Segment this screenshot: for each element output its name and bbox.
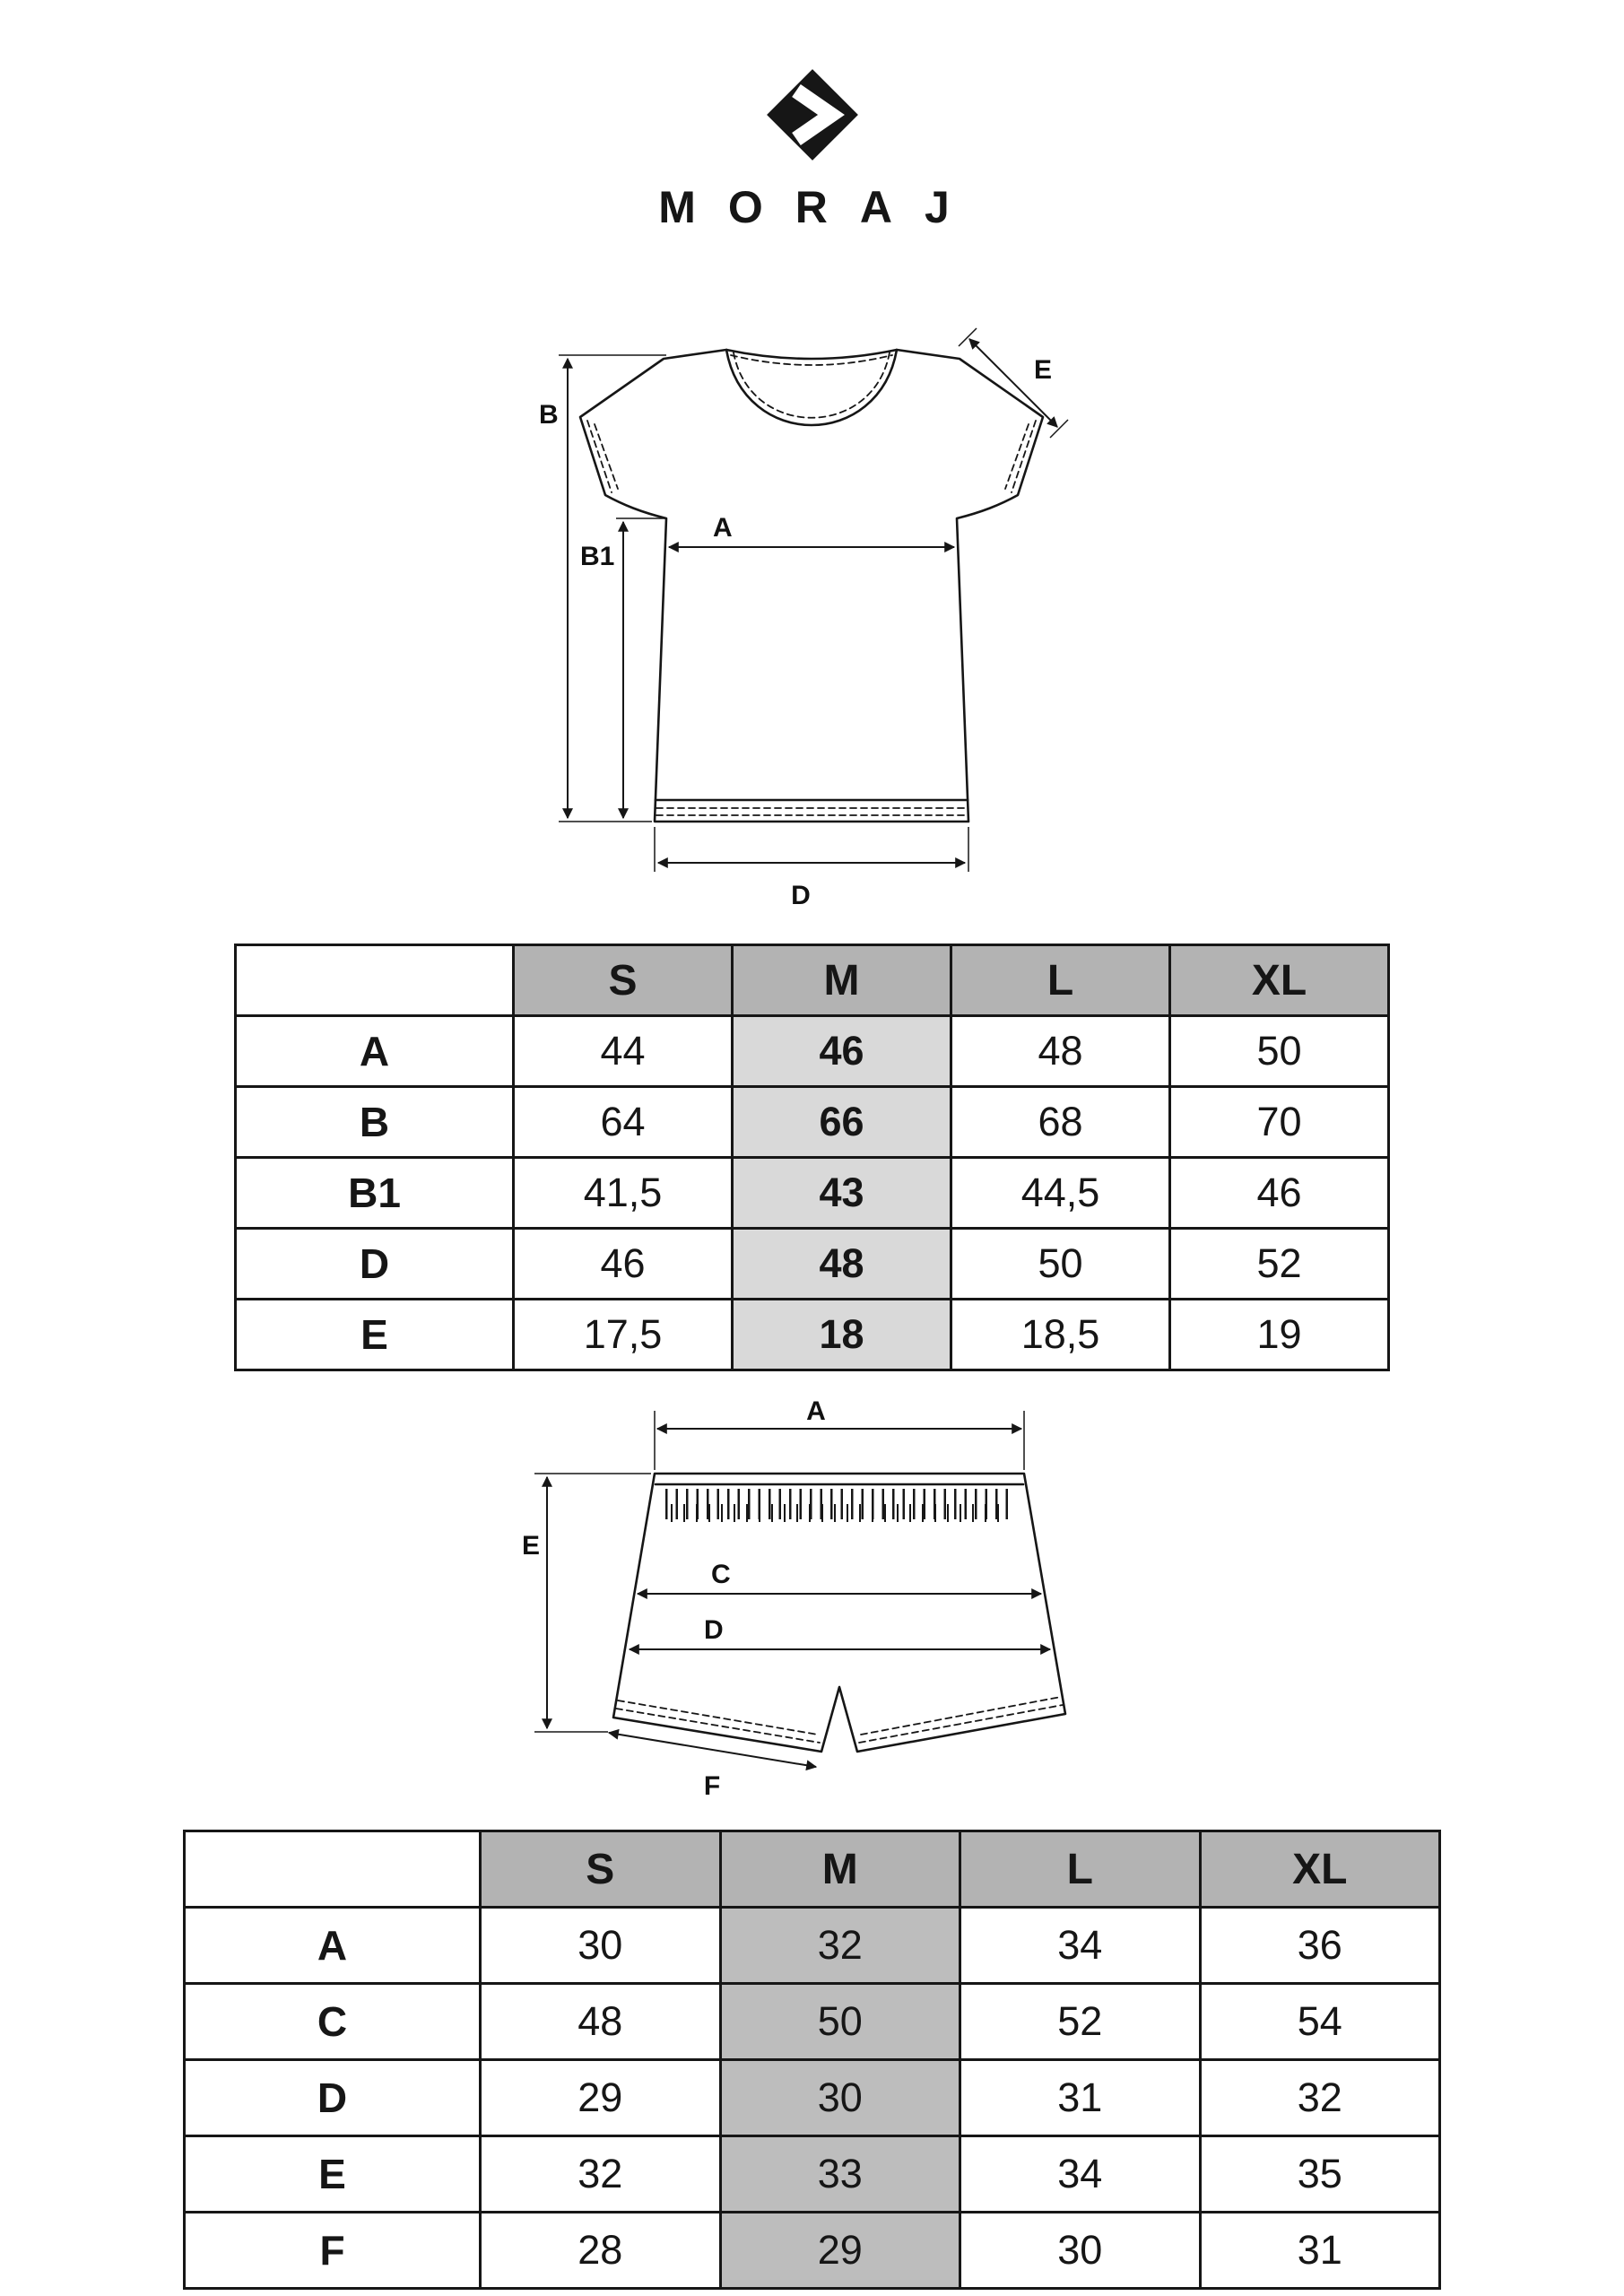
dim-label-a: A <box>806 1396 826 1426</box>
shorts-size-table <box>183 1830 1441 2290</box>
dimension-a <box>669 513 954 547</box>
size-value: 44 <box>514 1016 733 1087</box>
dimension-e <box>959 328 1068 438</box>
corner-cell <box>236 945 514 1016</box>
dimension-b1 <box>580 518 664 818</box>
table-row-b <box>236 1087 1389 1158</box>
table-row-b1 <box>236 1158 1389 1229</box>
brand-logo <box>0 63 1624 233</box>
size-value: 52 <box>960 1984 1201 2060</box>
size-value: 44,5 <box>951 1158 1170 1229</box>
size-value-highlight: 29 <box>720 2213 960 2289</box>
size-value: 32 <box>1200 2060 1440 2136</box>
dim-label-b1: B1 <box>580 542 615 571</box>
size-value: 29 <box>481 2060 721 2136</box>
dim-label-d: D <box>791 881 811 910</box>
shorts-outline <box>613 1474 1065 1752</box>
size-value: 18,5 <box>951 1300 1170 1370</box>
dimension-d <box>630 1615 1050 1649</box>
column-header-m: M <box>733 945 951 1016</box>
row-label: A <box>185 1908 481 1984</box>
table-row-e <box>185 2136 1440 2213</box>
dimension-f <box>609 1733 816 1798</box>
table-row-a <box>185 1908 1440 1984</box>
row-label: D <box>185 2060 481 2136</box>
row-label: B1 <box>236 1158 514 1229</box>
column-header-l: L <box>960 1831 1201 1908</box>
table-row-e <box>236 1300 1389 1370</box>
dim-label-b: B <box>539 400 559 430</box>
corner-cell <box>185 1831 481 1908</box>
table-row-f <box>185 2213 1440 2289</box>
row-label: C <box>185 1984 481 2060</box>
size-value: 34 <box>960 1908 1201 1984</box>
size-value-highlight: 33 <box>720 2136 960 2213</box>
dimension-d <box>655 827 968 910</box>
column-header-xl: XL <box>1200 1831 1440 1908</box>
size-value: 32 <box>481 2136 721 2213</box>
size-value: 68 <box>951 1087 1170 1158</box>
size-value: 64 <box>514 1087 733 1158</box>
dimension-b <box>539 355 666 822</box>
header-row <box>185 1831 1440 1908</box>
dimension-c <box>638 1560 1041 1594</box>
size-value-highlight: 66 <box>733 1087 951 1158</box>
size-value: 30 <box>481 1908 721 1984</box>
size-value-highlight: 30 <box>720 2060 960 2136</box>
header-row <box>236 945 1389 1016</box>
row-label: D <box>236 1229 514 1300</box>
moraj-diamond-arrow-icon <box>760 63 864 167</box>
size-value: 52 <box>1170 1229 1389 1300</box>
size-value-highlight: 43 <box>733 1158 951 1229</box>
size-value-highlight: 32 <box>720 1908 960 1984</box>
size-value: 31 <box>1200 2213 1440 2289</box>
dim-label-a: A <box>713 513 733 543</box>
size-value: 34 <box>960 2136 1201 2213</box>
size-value: 50 <box>1170 1016 1389 1087</box>
size-value: 17,5 <box>514 1300 733 1370</box>
shorts-diagram <box>520 1395 1094 1798</box>
size-value: 35 <box>1200 2136 1440 2213</box>
row-label: F <box>185 2213 481 2289</box>
size-value-highlight: 18 <box>733 1300 951 1370</box>
row-label: A <box>236 1016 514 1087</box>
dimension-a <box>655 1396 1024 1470</box>
table-row-c <box>185 1984 1440 2060</box>
column-header-m: M <box>720 1831 960 1908</box>
size-value: 41,5 <box>514 1158 733 1229</box>
size-value: 19 <box>1170 1300 1389 1370</box>
size-value-highlight: 50 <box>720 1984 960 2060</box>
size-value: 31 <box>960 2060 1201 2136</box>
row-label: E <box>236 1300 514 1370</box>
size-value: 36 <box>1200 1908 1440 1984</box>
tshirt-diagram <box>534 323 1090 915</box>
size-value: 50 <box>951 1229 1170 1300</box>
column-header-l: L <box>951 945 1170 1016</box>
dim-label-e: E <box>1034 355 1053 385</box>
size-value-highlight: 48 <box>733 1229 951 1300</box>
size-value-highlight: 46 <box>733 1016 951 1087</box>
size-value: 48 <box>481 1984 721 2060</box>
size-value: 54 <box>1200 1984 1440 2060</box>
row-label: E <box>185 2136 481 2213</box>
column-header-xl: XL <box>1170 945 1389 1016</box>
tshirt-size-table <box>234 944 1390 1371</box>
table-row-d <box>185 2060 1440 2136</box>
tshirt-outline <box>580 350 1043 822</box>
column-header-s: S <box>481 1831 721 1908</box>
size-value: 46 <box>1170 1158 1389 1229</box>
dim-label-f: F <box>703 1771 721 1798</box>
table-row-a <box>236 1016 1389 1087</box>
size-value: 70 <box>1170 1087 1389 1158</box>
size-value: 46 <box>514 1229 733 1300</box>
row-label: B <box>236 1087 514 1158</box>
size-value: 30 <box>960 2213 1201 2289</box>
size-value: 48 <box>951 1016 1170 1087</box>
table-row-d <box>236 1229 1389 1300</box>
dim-label-e: E <box>522 1531 541 1561</box>
brand-name: MORAJ <box>658 182 982 232</box>
dim-label-d: D <box>704 1615 724 1645</box>
column-header-s: S <box>514 945 733 1016</box>
dim-label-c: C <box>711 1560 731 1589</box>
size-value: 28 <box>481 2213 721 2289</box>
